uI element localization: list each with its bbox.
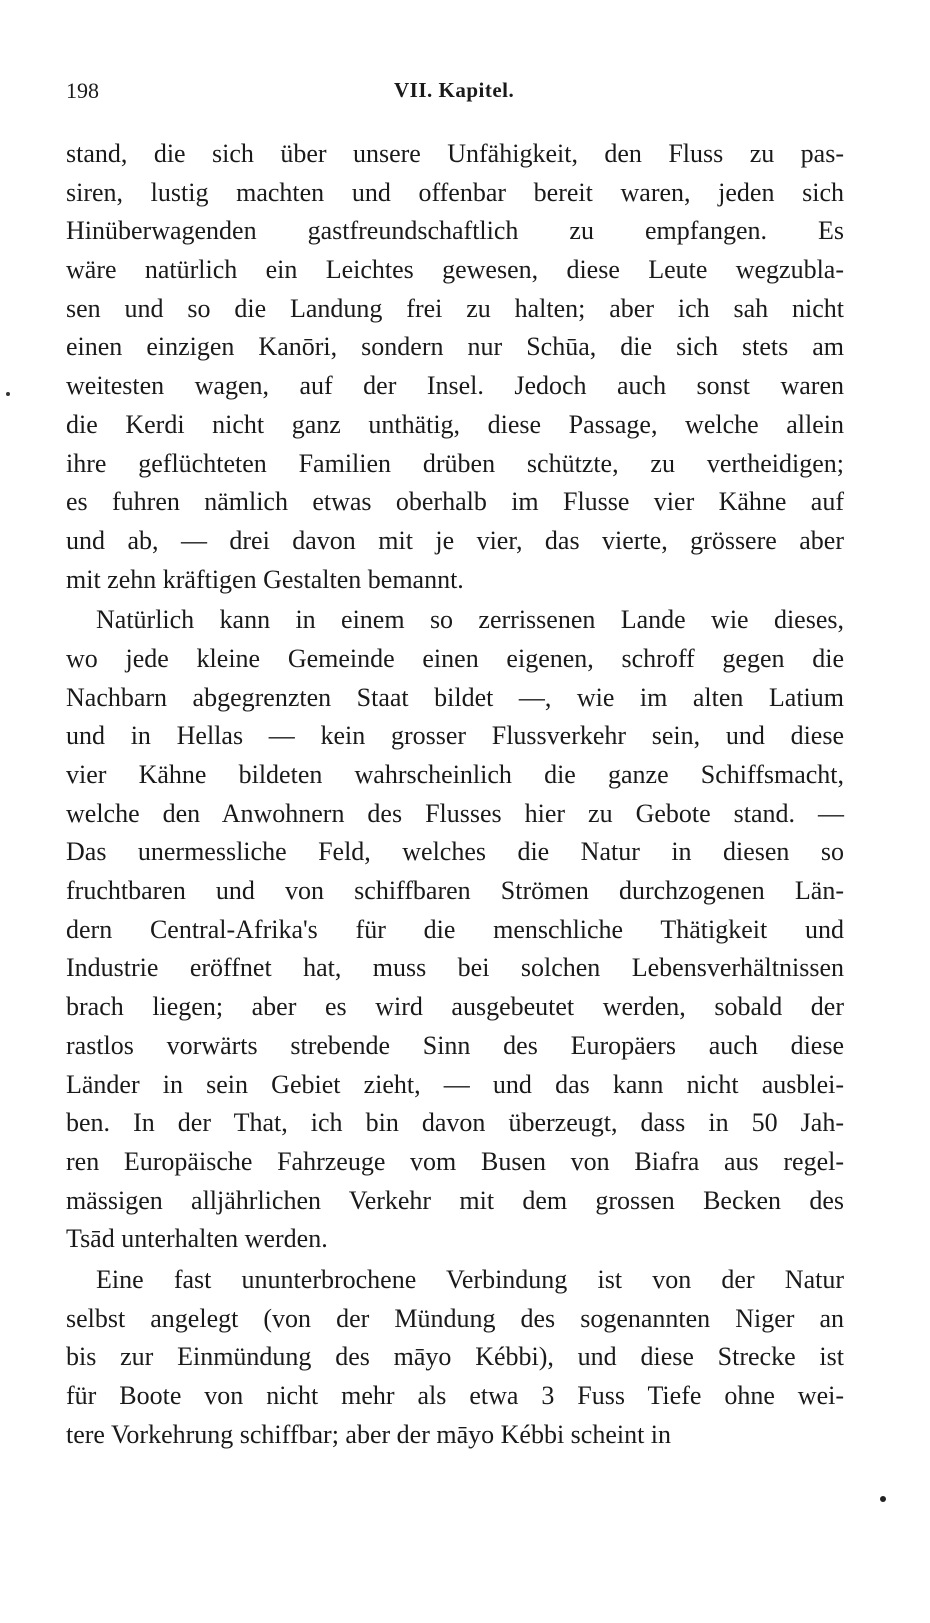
running-head: VII. Kapitel. (394, 78, 515, 102)
text-line: Das unermessliche Feld, welches die Natur in diesen so (66, 837, 844, 867)
text-line: wäre natürlich ein Leichtes gewesen, diese Leute wegzubla- (66, 255, 844, 285)
text-line: rastlos vorwärts strebende Sinn des Europäers auch diese (66, 1030, 844, 1060)
text-line: tere Vorkehrung schiffbar; aber der māyo Kébbi scheint in (66, 1419, 672, 1449)
text-line: mässigen alljährlichen Verkehr mit dem grossen Becken des (66, 1185, 844, 1215)
margin-mark-dot (6, 392, 10, 396)
text-line: für Boote von nicht mehr als etwa 3 Fuss Tiefe ohne wei- (66, 1381, 844, 1410)
margin-mark-dot (880, 1496, 886, 1502)
page-number: 198 (66, 78, 99, 103)
text-line: und ab, — drei davon mit je vier, das vierte, grössere aber (66, 525, 844, 555)
text-line: mit zehn kräftigen Gestalten bemannt. (66, 564, 464, 594)
text-line: ben. In der That, ich bin davon überzeugt, dass in 50 Jah- (66, 1108, 844, 1138)
text-line: weitesten wagen, auf der Insel. Jedoch auch sonst waren (66, 371, 844, 401)
text-line: dern Central-Afrika's für die menschliche Thätigkeit und (66, 914, 844, 944)
text-line: Länder in sein Gebiet zieht, — und das kann nicht ausblei- (66, 1069, 844, 1099)
text-line: sen und so die Landung frei zu halten; aber ich sah nicht (66, 293, 844, 323)
text-line: Industrie eröffnet hat, muss bei solchen Lebensverhältnissen (66, 953, 844, 983)
text-line: bis zur Einmündung des māyo Kébbi), und diese Strecke ist (66, 1342, 844, 1372)
text-line: Nachbarn abgegrenzten Staat bildet —, wie im alten Latium (66, 682, 844, 712)
text-line: ren Europäische Fahrzeuge vom Busen von Biafra aus regel- (66, 1146, 844, 1176)
text-line: ihre geflüchteten Familien drüben schützte, zu vertheidigen; (66, 448, 844, 478)
body-text (66, 135, 844, 1454)
text-line: Natürlich kann in einem so zerrissenen Lande wie dieses, (96, 605, 844, 635)
text-line: siren, lustig machten und offenbar bereit waren, jeden sich (66, 177, 844, 207)
text-line: die Kerdi nicht ganz unthätig, diese Passage, welche allein (66, 409, 844, 439)
page-header (66, 78, 842, 112)
text-line: brach liegen; aber es wird ausgebeutet werden, sobald der (66, 992, 844, 1022)
text-line: Hinüberwagenden gastfreundschaftlich zu empfangen. Es (66, 216, 844, 246)
text-line: welche den Anwohnern des Flusses hier zu Gebote stand. — (66, 798, 844, 828)
paragraph (66, 135, 844, 599)
text-line: Tsād unterhalten werden. (66, 1224, 328, 1254)
paragraph (66, 1261, 844, 1454)
text-line: selbst angelegt (von der Mündung des sogenannten Niger an (66, 1303, 844, 1333)
text-line: und in Hellas — kein grosser Flussverkehr sein, und diese (66, 721, 844, 751)
paragraph (66, 601, 844, 1259)
text-line: einen einzigen Kanōri, sondern nur Schūa, die sich stets am (66, 332, 844, 362)
text-line: Eine fast ununterbrochene Verbindung ist von der Natur (96, 1264, 844, 1294)
text-line: stand, die sich über unsere Unfähigkeit, den Fluss zu pas- (66, 139, 844, 168)
text-line: vier Kähne bildeten wahrscheinlich die ganze Schiffsmacht, (66, 760, 844, 789)
text-line: es fuhren nämlich etwas oberhalb im Flusse vier Kähne auf (66, 487, 844, 517)
text-line: wo jede kleine Gemeinde einen eigenen, schroff gegen die (66, 643, 844, 673)
text-line: fruchtbaren und von schiffbaren Strömen durchzogenen Län- (66, 876, 844, 906)
